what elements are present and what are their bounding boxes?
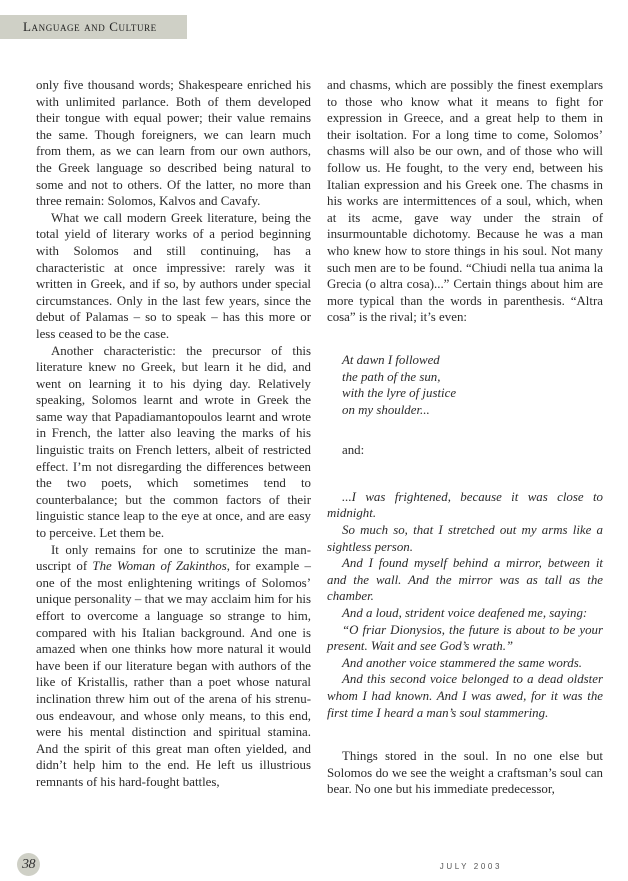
verse-line: with the lyre of justice — [342, 386, 457, 401]
quote-paragraph: And a loud, strident voice deafened me, saying: — [342, 606, 588, 621]
prose-quotation — [327, 489, 603, 721]
quote-paragraph: And another voice stammered the same words. — [342, 655, 582, 670]
work-title: The Woman of Zakinthos — [92, 559, 227, 574]
left-column — [36, 77, 311, 791]
section-header-band — [0, 15, 187, 39]
paragraph-text: It only remains for one to scrutinize the manuscript of — [36, 542, 311, 574]
section-title: Language and Culture — [23, 19, 157, 34]
quote-paragraph: And I found myself behind a mirror, between it and the wall. And the mirror was as tall as the chamber. — [327, 556, 603, 604]
paragraph: What we call modern Greek literature, being the total yield of literary works of a period beginning with Solomos and still continuing, has a characteristic at once impressive: rarely was it written in Greek, and if so, by authors under special circumstances. Only in the last few years, since the debut of Palamas – so to speak – has this more or less ceased to be the case. — [36, 210, 311, 341]
page-number-badge — [17, 853, 40, 876]
verse-quotation — [342, 352, 603, 418]
connector-text: and: — [342, 443, 365, 458]
verse-line: the path of the sun, — [342, 369, 441, 384]
right-column — [327, 77, 603, 798]
quote-paragraph: And this second voice belonged to a dead oldster whom I had known. And I was awed, for it was the first time I heard a man’s soul stammering. — [327, 672, 603, 720]
verse-line: At dawn I followed — [342, 352, 440, 367]
issue-date: JULY 2003 — [439, 862, 502, 871]
paragraph-text: , for example – one of the most enlightening writings of Solomos’ unique personality – that we may acclaim him for his effort to overcome a language so strange to him, compared with his Italian background. And one is amazed when one thinks how more natural it would have been if our literature began with authors of the like of Kristallis, rather than a poet whose natural inclination threw him out of the arena of his strenuous endeavour, and whose only means, to this end, were his mental distinction and spiritual stamina. And the spirit of this great man often yielded, and didn’t help him to the end. He left us illustrious remnants of his hard-fought battles, — [36, 559, 311, 789]
page-number: 38 — [22, 856, 35, 872]
paragraph: only five thousand words; Shakespeare enriched his with unlimited parlance. Both of them developed their tongue with equal power; their value remains the same. Though foreigners, we can learn much from them, as we can learn from our own authors, the Greek language so described being natural to some and not to others. Of the latter, no more than three remain: Solomos, Kalvos and Cavafy. — [36, 78, 311, 209]
quote-paragraph: ...I was frightened, because it was close to midnight. — [327, 489, 603, 521]
verse-line: on my shoulder... — [342, 402, 430, 417]
paragraph: Things stored in the soul. In no one else but Solomos do we see the weight a craftsman’s soul can bear. No one but his immediate predecessor, — [327, 749, 603, 797]
quote-paragraph: “O friar Dionysios, the future is about to be your present. Wait and see God’s wrath.” — [327, 622, 603, 654]
quote-paragraph: So much so, that I stretched out my arms like a sightless person. — [327, 523, 603, 554]
paragraph: and chasms, which are possibly the finest exemplars to those who know what it means to fight for expression in Greece, and a great help to them in their isoltation. For a long time to come, Solomos’ chasms will also be our own, and of those who will follow us. He fought, to the very end, between his Italian expression and his Greek one. The chasms in his works are intermittences of a soul, which, when at its acme, gave way under the strain of insurmountable dichotomy. Because he was a man who knew how to store things in his soul. Not many such men are to be found. “Chiudi nella tua anima la Grecia (o altra cosa)...” Certain things about him are more typical than the words in parenthesis. “Altra cosa” is the rival; it’s even: — [327, 78, 603, 325]
paragraph-with-title — [36, 542, 311, 791]
paragraph: Another characteristic: the precursor of this literature knew no Greek, but learn it he did, and went on learning it to his dying day. Relatively speaking, Solomos learnt and wrote in Greek the same way that Papadiamantopoulos learnt and wrote in French, the latter also leaving the marks of his linguistic traits on French letters, albeit of restricted effect. I’m not disregarding the differences between the two poets, which sometimes tend to counterbalance; but the common factors of their linguistic stance leap to the eye at once, and are easy to perceive. Let them be. — [36, 343, 311, 541]
